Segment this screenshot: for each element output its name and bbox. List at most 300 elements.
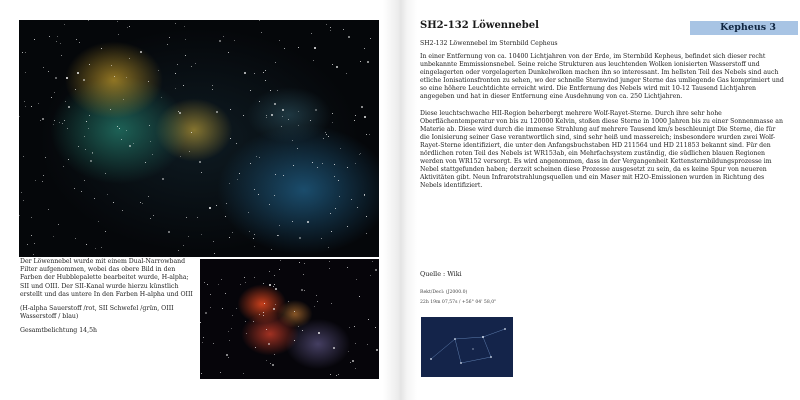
star-dot — [364, 195, 365, 196]
star-dot — [323, 138, 324, 139]
star-dot — [263, 283, 264, 284]
star-dot — [133, 143, 134, 144]
star-dot — [59, 122, 60, 123]
star-dot — [312, 162, 313, 163]
star-dot — [107, 194, 108, 195]
star-dot — [334, 164, 335, 165]
star-dot — [175, 73, 176, 74]
star-dot — [229, 237, 230, 238]
star-dot — [42, 181, 43, 182]
star-dot — [330, 213, 331, 214]
star-dot — [81, 191, 82, 192]
finder-chart — [421, 317, 513, 377]
star-dot — [298, 125, 299, 126]
star-dot — [89, 115, 90, 116]
star-dot — [114, 76, 115, 77]
star-dot — [213, 343, 214, 344]
star-dot — [330, 27, 331, 28]
star-dot — [57, 36, 58, 37]
star-dot — [263, 312, 264, 313]
star-dot — [21, 192, 22, 193]
star-dot — [317, 167, 318, 168]
star-dot — [85, 149, 86, 150]
star-dot — [321, 238, 322, 239]
star-dot — [43, 175, 44, 176]
star-dot — [218, 284, 219, 285]
coordinates-value: 22h 19m 07,57s / +56° 04' 58,0" — [420, 300, 497, 305]
star-dot — [153, 215, 154, 216]
star-dot — [90, 160, 92, 162]
star-dot — [19, 116, 20, 117]
star-dot — [294, 340, 295, 341]
star-dot — [226, 354, 228, 356]
star-dot — [76, 39, 77, 40]
photo-caption — [20, 258, 196, 342]
star-dot — [45, 157, 46, 158]
star-dot — [269, 204, 270, 205]
star-dot — [119, 128, 120, 129]
star-dot — [94, 198, 95, 199]
star-dot — [53, 124, 54, 125]
star-dot — [230, 109, 231, 110]
star-dot — [54, 92, 55, 93]
star-dot — [150, 141, 151, 142]
star-dot — [317, 301, 318, 302]
star-dot — [204, 282, 205, 283]
star-dot — [167, 44, 168, 45]
star-dot — [75, 89, 76, 90]
star-dot — [253, 321, 254, 322]
star-dot — [355, 343, 356, 344]
star-dot — [58, 224, 59, 225]
star-dot — [78, 146, 79, 147]
star-dot — [175, 23, 176, 24]
star-dot — [272, 364, 274, 366]
caption-paragraph: Gesamtbelichtung 14,5h — [20, 327, 97, 335]
star-dot — [67, 128, 68, 129]
star-dot — [274, 195, 275, 196]
star-dot — [253, 238, 254, 239]
star-dot — [340, 148, 341, 149]
star-dot — [279, 269, 280, 270]
star-dot — [105, 231, 106, 232]
star-dot — [328, 136, 329, 137]
star-dot — [23, 156, 24, 157]
star-dot — [189, 151, 190, 152]
star-dot — [197, 217, 198, 218]
star-dot — [145, 162, 146, 163]
star-dot — [274, 103, 276, 105]
star-dot — [201, 373, 202, 374]
star-dot — [246, 333, 247, 334]
star-dot — [359, 296, 360, 297]
star-dot — [350, 362, 351, 363]
star-dot — [200, 322, 201, 323]
star-dot — [370, 38, 371, 39]
star-dot — [367, 344, 368, 345]
star-dot — [273, 308, 275, 310]
star-dot — [354, 120, 355, 121]
star-dot — [83, 79, 85, 81]
star-dot — [280, 260, 281, 261]
star-dot — [271, 114, 273, 116]
star-dot — [126, 77, 127, 78]
star-dot — [316, 295, 317, 296]
star-dot — [225, 293, 226, 294]
star-dot — [245, 321, 246, 322]
star-dot — [352, 360, 354, 362]
star-dot — [249, 231, 250, 232]
star-dot — [266, 117, 267, 118]
star-dot — [310, 120, 311, 121]
star-dot — [266, 115, 267, 116]
star-dot — [333, 347, 335, 349]
star-dot — [201, 234, 202, 235]
star-dot — [347, 167, 348, 168]
star-dot — [274, 284, 275, 285]
star-dot — [129, 26, 130, 27]
star-dot — [184, 26, 185, 27]
star-dot — [79, 42, 80, 43]
star-dot — [282, 109, 284, 111]
star-dot — [314, 306, 315, 307]
star-dot — [101, 48, 102, 49]
star-dot — [288, 301, 289, 302]
star-dot — [88, 20, 89, 21]
star-dot — [228, 357, 229, 358]
star-dot — [354, 326, 355, 327]
star-dot — [301, 289, 303, 291]
star-dot — [25, 72, 26, 73]
star-dot — [74, 188, 75, 189]
star-dot — [212, 89, 213, 90]
star-dot — [33, 254, 34, 255]
star-dot — [123, 99, 124, 100]
star-dot — [229, 183, 230, 184]
star-dot — [43, 67, 44, 68]
star-dot — [22, 52, 23, 53]
star-dot — [266, 360, 267, 361]
star-dot — [355, 163, 356, 164]
star-dot — [332, 122, 333, 123]
star-dot — [351, 199, 352, 200]
star-dot — [214, 253, 215, 254]
caption-paragraph: Der Löwennebel wurde mit einem Dual-Narrowband Filter aufgenommen, wobei das obere Bild in den Farben der Hubblepalette bearbeitet wurde, H-alpha; SII und OIII. Der SII-Kanal wurde hierzu künstlich erstellt und das untere In den Farben H-alpha und OIII — [20, 258, 193, 298]
star-dot — [315, 109, 317, 111]
star-dot — [376, 349, 378, 351]
star-dot — [231, 328, 232, 329]
star-dot — [117, 21, 118, 22]
star-dot — [244, 277, 245, 278]
star-dot — [178, 250, 179, 251]
star-dot — [205, 312, 207, 314]
star-dot — [277, 90, 278, 91]
star-dot — [175, 88, 176, 89]
article-paragraph: Diese leuchtschwache HII-Region beherbergt mehrere Wolf-Rayet-Sterne. Durch ihre sehr hohe Oberflächentemperatur von bis zu 120000 Kelvin, stoßen diese Sterne in 1000 Jahren bis zu einer Sonnenmasse an Materie ab. Diese wird durch die immense Strahlung auf mehrere Tausend km/s beschleunigt Die Sterne, die für die Ionisierung seiner Gase verantwortlich sind, sind sehr heiß und massereich; insbesondere wurden zwei Wolf-Rayet-Sterne identifiziert, die unter den Anfangsbuchstaben HD 211564 und HD 211853 bekannt sind. Für den nördlichen roten Teil des Nebels ist WR153ab, ein Mehrfachsystem zuständig, die südlichen blauen Regionen werden von WR152 versorgt. Es wird angenommen, dass in der Vergangenheit Kettensternbildungsprozesse im Nebel stattgefunden haben; derzeit scheinen diese Prozesse ausgesetzt zu sein, da es keine Spur von neueren Aktivitäten gibt. Neun Infrarotstrahlungsquellen und ein Maser mit H2O-Emissionen wurden in Richtung des Nebels identifiziert. — [420, 109, 783, 190]
star-dot — [336, 66, 338, 68]
star-dot — [236, 143, 237, 144]
star-dot — [92, 153, 93, 154]
star-dot — [89, 64, 90, 65]
star-dot — [326, 24, 327, 25]
star-dot — [232, 232, 233, 233]
star-dot — [264, 303, 265, 304]
star-dot — [343, 29, 344, 30]
star-dot — [95, 248, 96, 249]
star-dot — [56, 41, 57, 42]
star-dot — [338, 374, 339, 375]
star-dot — [328, 247, 329, 248]
star-dot — [275, 304, 276, 305]
star-dot — [367, 61, 369, 63]
star-dot — [34, 39, 35, 40]
star-dot — [275, 174, 276, 175]
star-dot — [258, 194, 259, 195]
star-dot — [311, 33, 312, 34]
star-dot — [259, 101, 260, 102]
star-dot — [331, 231, 332, 232]
star-dot — [140, 51, 142, 53]
star-dot — [88, 128, 89, 129]
star-dot — [75, 238, 76, 239]
star-dot — [203, 337, 204, 338]
star-dot — [274, 275, 275, 276]
star-dot — [339, 196, 340, 197]
star-dot — [282, 116, 283, 117]
star-dot — [232, 315, 233, 316]
star-dot — [369, 134, 370, 135]
star-dot — [111, 65, 112, 66]
star-dot — [127, 27, 128, 28]
star-dot — [304, 263, 305, 264]
star-dot — [191, 132, 192, 133]
star-dot — [299, 237, 301, 239]
star-dot — [220, 372, 221, 373]
star-dot — [25, 106, 26, 107]
article-body — [420, 53, 786, 199]
star-dot — [27, 244, 28, 245]
star-dot — [254, 73, 255, 74]
coordinates-label: Rekt/Decl: (J2000.0) — [420, 290, 468, 295]
star-dot — [298, 111, 299, 112]
star-dot — [225, 216, 226, 217]
star-dot — [364, 116, 366, 118]
star-dot — [263, 315, 264, 316]
star-dot — [325, 132, 326, 133]
star-dot — [313, 60, 314, 61]
star-dot — [34, 243, 35, 244]
star-dot — [221, 279, 222, 280]
caption-paragraph: (H-alpha Sauerstoff /rot, SII Schwefel /grün, OIII Wasserstoff / blau) — [20, 305, 174, 321]
star-dot — [105, 173, 106, 174]
star-dot — [152, 154, 153, 155]
star-dot — [53, 236, 54, 237]
star-dot — [347, 267, 348, 268]
star-dot — [229, 340, 230, 341]
star-dot — [292, 221, 293, 222]
star-dot — [254, 246, 255, 247]
star-dot — [278, 235, 279, 236]
star-dot — [23, 200, 24, 201]
star-dot — [330, 374, 331, 375]
star-dot — [118, 34, 119, 35]
star-dot — [338, 180, 339, 181]
star-dot — [336, 375, 337, 376]
star-dot — [303, 274, 304, 275]
star-dot — [117, 126, 118, 127]
star-dot — [31, 235, 32, 236]
star-dot — [273, 286, 274, 287]
star-dot — [199, 161, 201, 163]
star-dot — [326, 134, 327, 135]
star-dot — [294, 311, 295, 312]
star-dot — [42, 118, 44, 120]
star-dot — [68, 159, 69, 160]
star-dot — [64, 24, 65, 25]
star-dot — [259, 20, 260, 21]
star-dot — [265, 80, 266, 81]
article-paragraph: In einer Entfernung von ca. 10400 Lichtjahren von der Erde, im Sternbild Kepheus, befindet sich dieser recht unbekannte Emmissionsnebel. Seine reiche Strukturen aus leuchtenden Wolken ionisierten Wasserstoff und eingelagerten oder vorgelagerten Dunkelwolken machen ihn so interessant. Im hellsten Teil des Nebels sind auch etliche Ionisationsfronten zu sehen, wo der schnelle Sternwind junger Sterne das umliegende Gas komprimiert und so eine höhere Leuchtdichte erreicht wird. Die Entfernung des Nebels wird mit 10-12 Tausend Lichtjahren angegeben und hat in dieser Entfernung eine Ausdehnung von ca. 250 Lichtjahren. — [420, 53, 784, 101]
page-subtitle: SH2-132 Löwennebel im Sternbild Cepheus — [420, 40, 558, 47]
star-dot — [223, 36, 224, 37]
star-dot — [210, 294, 211, 295]
star-dot — [298, 47, 299, 48]
star-dot — [370, 275, 371, 276]
star-dot — [329, 268, 330, 269]
constellation-tag: Kepheus 3 — [690, 21, 798, 35]
source-note: Quelle : Wiki — [420, 270, 462, 278]
star-dot — [209, 207, 211, 209]
star-dot — [228, 331, 229, 332]
star-dot — [98, 221, 99, 222]
star-dot — [281, 126, 282, 127]
star-dot — [68, 106, 70, 108]
star-dot — [243, 373, 244, 374]
star-dot — [269, 284, 271, 286]
star-dot — [361, 106, 363, 108]
star-dot — [191, 66, 192, 67]
star-dot — [228, 52, 229, 53]
star-dot — [51, 97, 52, 98]
star-dot — [307, 221, 309, 223]
star-dot — [293, 165, 294, 166]
star-dot — [234, 40, 235, 41]
star-dot — [240, 284, 241, 285]
star-dot — [129, 58, 130, 59]
star-dot — [62, 123, 63, 124]
star-dot — [35, 180, 36, 181]
star-dot — [216, 111, 218, 113]
star-dot — [129, 145, 131, 147]
star-dot — [360, 61, 361, 62]
star-dot — [298, 326, 299, 327]
star-dot — [148, 81, 149, 82]
star-dot — [86, 244, 87, 245]
star-dot — [269, 271, 270, 272]
star-dot — [314, 47, 316, 49]
star-dot — [207, 284, 208, 285]
star-dot — [297, 148, 298, 149]
star-dot — [149, 125, 150, 126]
page-gutter — [383, 0, 417, 400]
star-dot — [213, 241, 214, 242]
star-dot — [142, 203, 143, 204]
star-dot — [360, 153, 361, 154]
star-dot — [48, 209, 49, 210]
star-dot — [150, 218, 151, 219]
star-dot — [329, 261, 330, 262]
star-dot — [65, 101, 66, 102]
star-dot — [140, 202, 141, 203]
star-dot — [19, 215, 20, 216]
star-dot — [122, 210, 123, 211]
star-dot — [254, 234, 255, 235]
star-dot — [349, 327, 350, 328]
star-dot — [270, 363, 271, 364]
page-title: SH2-132 Löwennebel — [420, 20, 539, 31]
star-dot — [61, 55, 62, 56]
star-dot — [357, 207, 358, 208]
star-dot — [283, 175, 284, 176]
star-dot — [250, 163, 251, 164]
star-dot — [322, 163, 323, 164]
star-dot — [368, 319, 369, 320]
star-dot — [256, 156, 257, 157]
star-dot — [271, 249, 272, 250]
star-dot — [25, 52, 26, 53]
star-dot — [158, 70, 159, 71]
star-dot — [126, 130, 127, 131]
star-dot — [31, 217, 32, 218]
star-dot — [202, 342, 203, 343]
star-dot — [265, 70, 266, 71]
star-dot — [275, 62, 276, 63]
star-dot — [110, 109, 111, 110]
star-dot — [210, 307, 211, 308]
star-dot — [355, 115, 356, 116]
star-dot — [101, 247, 102, 248]
constellation-lines — [421, 317, 513, 377]
star-dot — [279, 225, 280, 226]
star-dot — [268, 343, 270, 345]
star-dot — [183, 85, 184, 86]
star-dot — [356, 279, 357, 280]
star-dot — [332, 113, 333, 114]
star-dot — [38, 103, 39, 104]
nebula-photo-hubble-palette — [19, 20, 379, 257]
star-dot — [40, 120, 41, 121]
star-dot — [366, 233, 367, 234]
star-dot — [216, 205, 217, 206]
star-dot — [185, 39, 186, 40]
star-dot — [364, 48, 365, 49]
star-dot — [186, 217, 187, 218]
star-dot — [275, 288, 277, 290]
star-dot — [148, 196, 149, 197]
star-dot — [161, 97, 162, 98]
star-dot — [183, 245, 184, 246]
star-dot — [263, 72, 264, 73]
star-dot — [188, 236, 189, 237]
star-dot — [169, 37, 170, 38]
star-dot — [84, 136, 85, 137]
star-dot — [359, 154, 360, 155]
star-dot — [86, 121, 87, 122]
star-dot — [292, 140, 293, 141]
star-dot — [195, 63, 196, 64]
star-dot — [66, 77, 68, 79]
star-dot — [180, 156, 181, 157]
